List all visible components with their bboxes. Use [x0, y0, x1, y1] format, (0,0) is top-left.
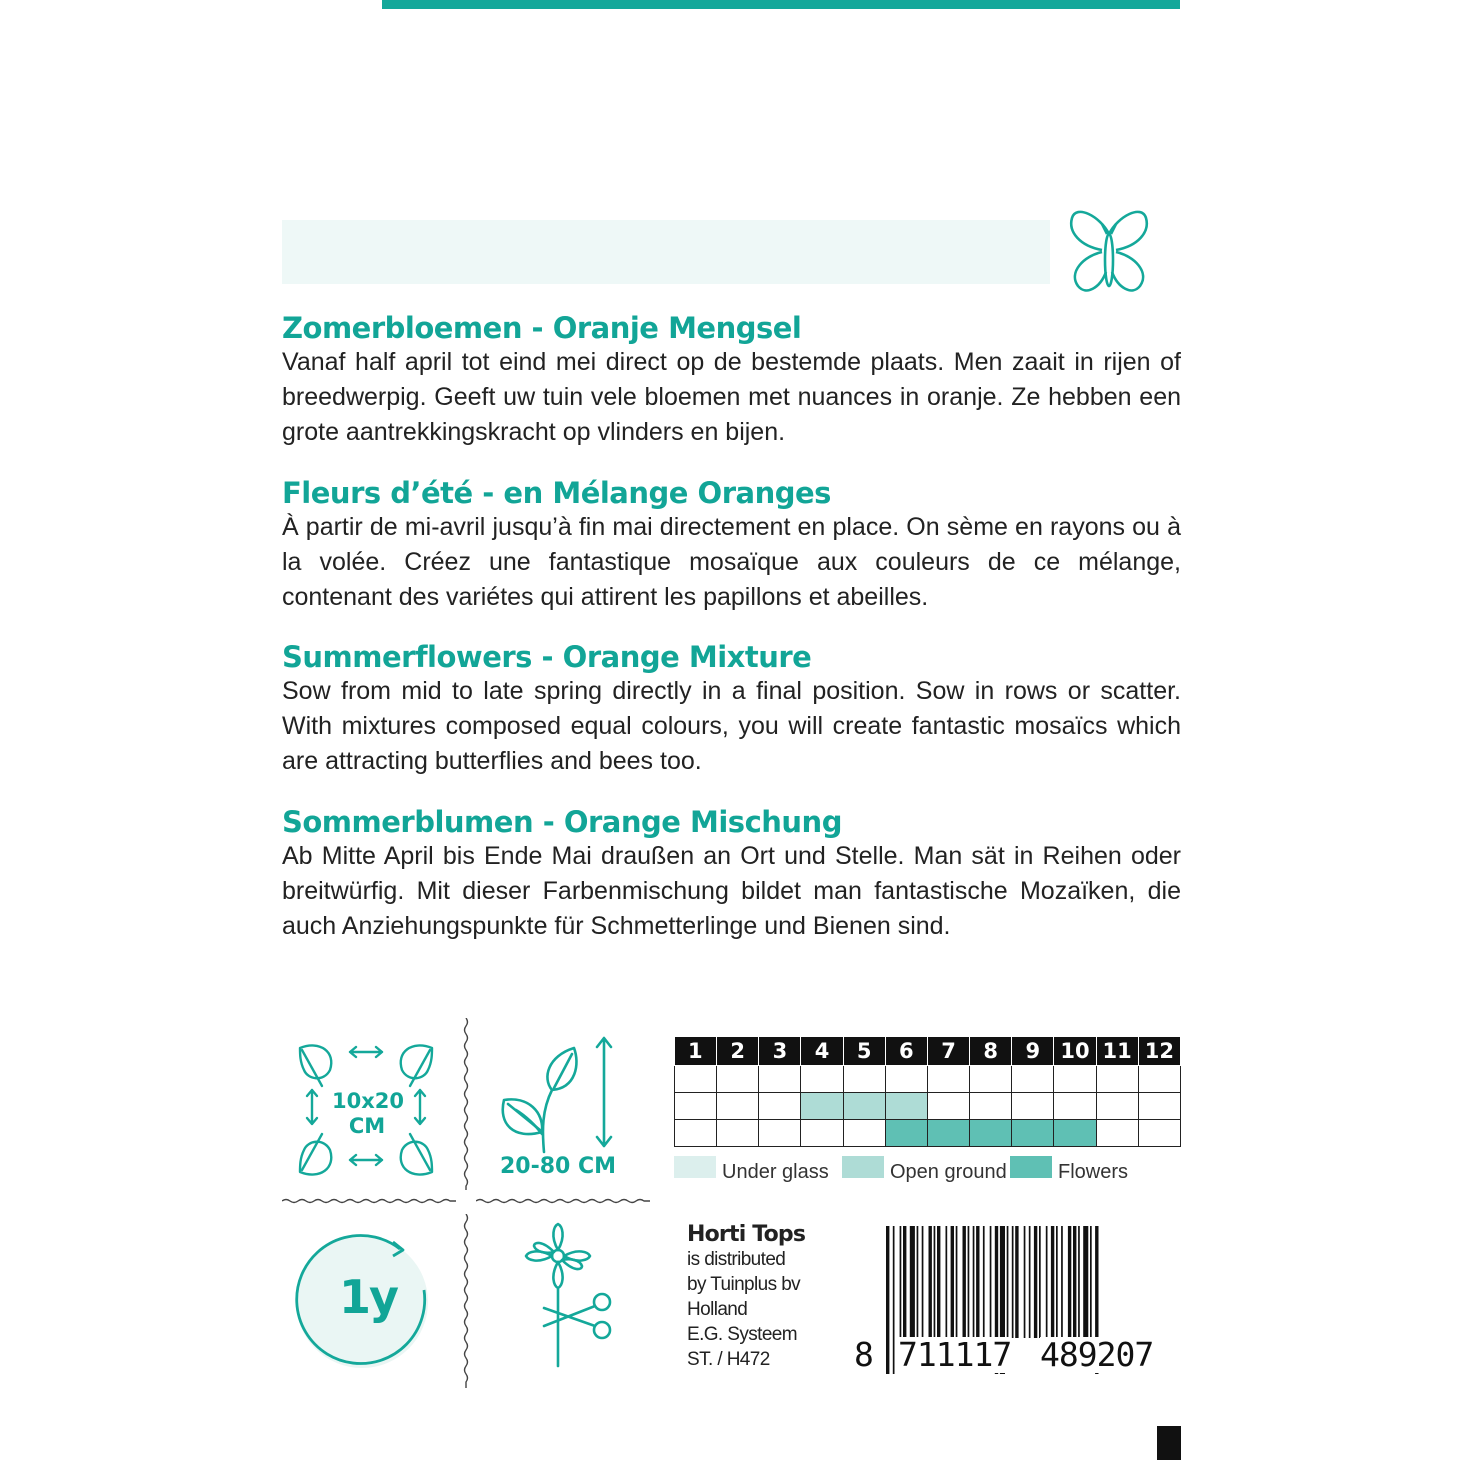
calendar-cell: [1012, 1120, 1054, 1147]
section-text: À partir de mi-avril jusqu’à fin mai directement en place. On sème en rayons ou à la volée. Créez une fantastique mosaïque aux couleurs de ce mélange, contenant des variétes qui attirent les papillons et abeilles.: [282, 513, 1181, 611]
barcode-bar: [900, 1226, 902, 1338]
calendar-month: 6: [885, 1037, 927, 1066]
barcode-bar: [1046, 1226, 1048, 1338]
barcode-bar: [1012, 1226, 1014, 1338]
section-title: Fleurs d’été - en Mélange Oranges: [282, 476, 831, 510]
legend-under-glass: [674, 1156, 829, 1186]
calendar-cell: [885, 1093, 927, 1120]
calendar-cell: [801, 1066, 843, 1093]
calendar-cell: [717, 1120, 759, 1147]
barcode-bar: [893, 1226, 895, 1374]
barcode-bar: [983, 1226, 985, 1338]
calendar-cell: [759, 1120, 801, 1147]
legend-swatch: [674, 1156, 716, 1178]
legend-open-ground: [842, 1156, 1007, 1186]
legend-label: Open ground: [890, 1161, 1007, 1183]
cut-flower-icon: [520, 1222, 620, 1368]
barcode-bar: [946, 1226, 948, 1338]
calendar-table: [674, 1037, 1181, 1147]
distributor-line: ST. / H472: [687, 1349, 770, 1370]
divider: [282, 1197, 456, 1205]
calendar-cell: [927, 1093, 969, 1120]
divider: [476, 1197, 650, 1205]
barcode-bar: [1051, 1226, 1054, 1338]
barcode-bar: [1090, 1226, 1092, 1338]
barcode-bar: [1061, 1226, 1063, 1338]
section-text: Vanaf half april tot eind mei direct op de bestemde plaats. Men zaait in rijen of breedwerpig. Geeft uw tuin vele bloemen met nuances in oranje. Ze hebben een grote aantrekkingskracht op vlinders en bijen.: [282, 348, 1181, 446]
barcode-bar: [934, 1226, 936, 1338]
calendar-cell: [759, 1066, 801, 1093]
legend-swatch: [842, 1156, 884, 1178]
calendar-month: 2: [717, 1037, 759, 1066]
calendar-cell: [885, 1120, 927, 1147]
spacing-value: 10x20: [332, 1089, 404, 1113]
barcode-bar: [1083, 1226, 1088, 1338]
barcode-bar: [968, 1226, 970, 1338]
section-title: Summerflowers - Orange Mixture: [282, 640, 812, 674]
calendar-cell: [927, 1066, 969, 1093]
calendar-cell: [970, 1066, 1012, 1093]
calendar-cell: [801, 1093, 843, 1120]
calendar-cell: [885, 1066, 927, 1093]
section-title: Zomerbloemen - Oranje Mengsel: [282, 311, 802, 345]
calendar-cell: [843, 1120, 885, 1147]
distributor-line: by Tuinplus bv: [687, 1274, 801, 1295]
barcode-bar: [1015, 1226, 1018, 1338]
barcode-bar: [922, 1226, 924, 1338]
barcode-bar: [929, 1226, 932, 1338]
barcode-bar: [937, 1226, 940, 1338]
barcode-bar: [917, 1226, 919, 1338]
calendar-cell: [1096, 1120, 1138, 1147]
barcode-bar: [1034, 1226, 1037, 1338]
calendar-cell: [1012, 1066, 1054, 1093]
distributor-info: [687, 1222, 857, 1372]
barcode-bar: [1029, 1226, 1031, 1338]
plant-height-label: 20-80 CM: [500, 1154, 617, 1179]
legend-label: Flowers: [1058, 1161, 1129, 1183]
barcode-bar: [903, 1226, 906, 1338]
barcode-bar: [990, 1226, 992, 1338]
calendar-month: 10: [1054, 1037, 1096, 1066]
section-de: [282, 805, 1181, 944]
print-mark: [1157, 1426, 1181, 1460]
barcode-bar: [951, 1226, 954, 1338]
calendar-cell: [1138, 1066, 1180, 1093]
calendar-cell: [1054, 1066, 1096, 1093]
calendar-cell: [717, 1066, 759, 1093]
header-band: [282, 220, 1050, 284]
divider: [462, 1214, 470, 1388]
calendar-row-open-ground: [675, 1093, 1181, 1120]
calendar-month: 5: [843, 1037, 885, 1066]
calendar-cell: [843, 1066, 885, 1093]
legend-flowers: [1010, 1156, 1128, 1186]
calendar-cell: [759, 1093, 801, 1120]
calendar-cell: [675, 1066, 717, 1093]
section-title: Sommerblumen - Orange Mischung: [282, 805, 842, 839]
calendar-cell: [1054, 1093, 1096, 1120]
calendar-row-flowers: [675, 1120, 1181, 1147]
calendar-month: 3: [759, 1037, 801, 1066]
section-nl: [282, 311, 1181, 450]
calendar-cell: [970, 1120, 1012, 1147]
barcode-bar: [963, 1226, 966, 1338]
barcode-bar: [1007, 1226, 1009, 1338]
barcode-bar: [1073, 1226, 1076, 1338]
calendar-cell: [1138, 1093, 1180, 1120]
section-text: Sow from mid to late spring directly in a final position. Sow in rows or scatter. With mixtures composed equal colours, you will create fantastic mosaïcs which are attracting butterflies and bees too.: [282, 677, 1181, 775]
distributor-line: is distributed: [687, 1249, 786, 1270]
calendar-legend: [674, 1156, 1194, 1186]
butterfly-icon: [1062, 206, 1156, 298]
calendar-cell: [1054, 1120, 1096, 1147]
calendar-month: 9: [1012, 1037, 1054, 1066]
barcode-group-1: 711117: [898, 1335, 1012, 1374]
calendar-month: 1: [675, 1037, 717, 1066]
calendar-month: 11: [1096, 1037, 1138, 1066]
divider: [462, 1018, 470, 1190]
calendar-cell: [927, 1120, 969, 1147]
legend-label: Under glass: [722, 1161, 829, 1183]
calendar-cell: [675, 1120, 717, 1147]
section-text: Ab Mitte April bis Ende Mai draußen an Ort und Stelle. Man sät in Reihen oder breitwürfig. Mit dieser Farbenmischung bildet man fantastische Mozaïken, die auch Anziehungspunkte für Schmetterlinge und Bienen sind.: [282, 842, 1181, 940]
barcode-first-digit: 8: [854, 1335, 874, 1374]
plant-height-icon: [496, 1034, 626, 1154]
brand-name: Horti Tops: [687, 1222, 806, 1247]
section-fr: [282, 476, 1181, 615]
barcode-bar: [910, 1226, 915, 1338]
calendar-cell: [675, 1093, 717, 1120]
distributor-line: Holland: [687, 1299, 748, 1320]
calendar-month: 7: [927, 1037, 969, 1066]
calendar-row-under-glass: [675, 1066, 1181, 1093]
calendar-cell: [1138, 1120, 1180, 1147]
calendar-cell: [970, 1093, 1012, 1120]
barcode-bar: [1068, 1226, 1071, 1338]
calendar-cell: [843, 1093, 885, 1120]
legend-swatch: [1010, 1156, 1052, 1178]
section-en: [282, 640, 1181, 779]
calendar-cell: [1096, 1093, 1138, 1120]
calendar-month: 4: [801, 1037, 843, 1066]
calendar-month: 8: [970, 1037, 1012, 1066]
calendar-cell: [717, 1093, 759, 1120]
barcode-bar: [1056, 1226, 1058, 1338]
calendar-month: 12: [1138, 1037, 1180, 1066]
calendar-month-row: [675, 1037, 1181, 1066]
barcode-bar: [956, 1226, 958, 1338]
barcode-bar: [1078, 1226, 1080, 1338]
barcode-bar: [1024, 1226, 1026, 1338]
barcode-bar: [1039, 1226, 1041, 1338]
spacing-unit: CM: [348, 1114, 386, 1138]
barcode-bar: [976, 1226, 979, 1338]
calendar-cell: [1012, 1093, 1054, 1120]
calendar-cell: [801, 1120, 843, 1147]
distributor-line: E.G. Systeem: [687, 1324, 798, 1345]
barcode-bar: [886, 1226, 889, 1374]
calendar-cell: [1096, 1066, 1138, 1093]
lifecycle-label: 1y: [339, 1270, 397, 1324]
barcode-bar: [973, 1226, 975, 1338]
top-accent-bar: [382, 0, 1180, 9]
barcode-group-2: 489207: [1040, 1335, 1154, 1374]
sowing-calendar: [674, 1037, 1181, 1147]
